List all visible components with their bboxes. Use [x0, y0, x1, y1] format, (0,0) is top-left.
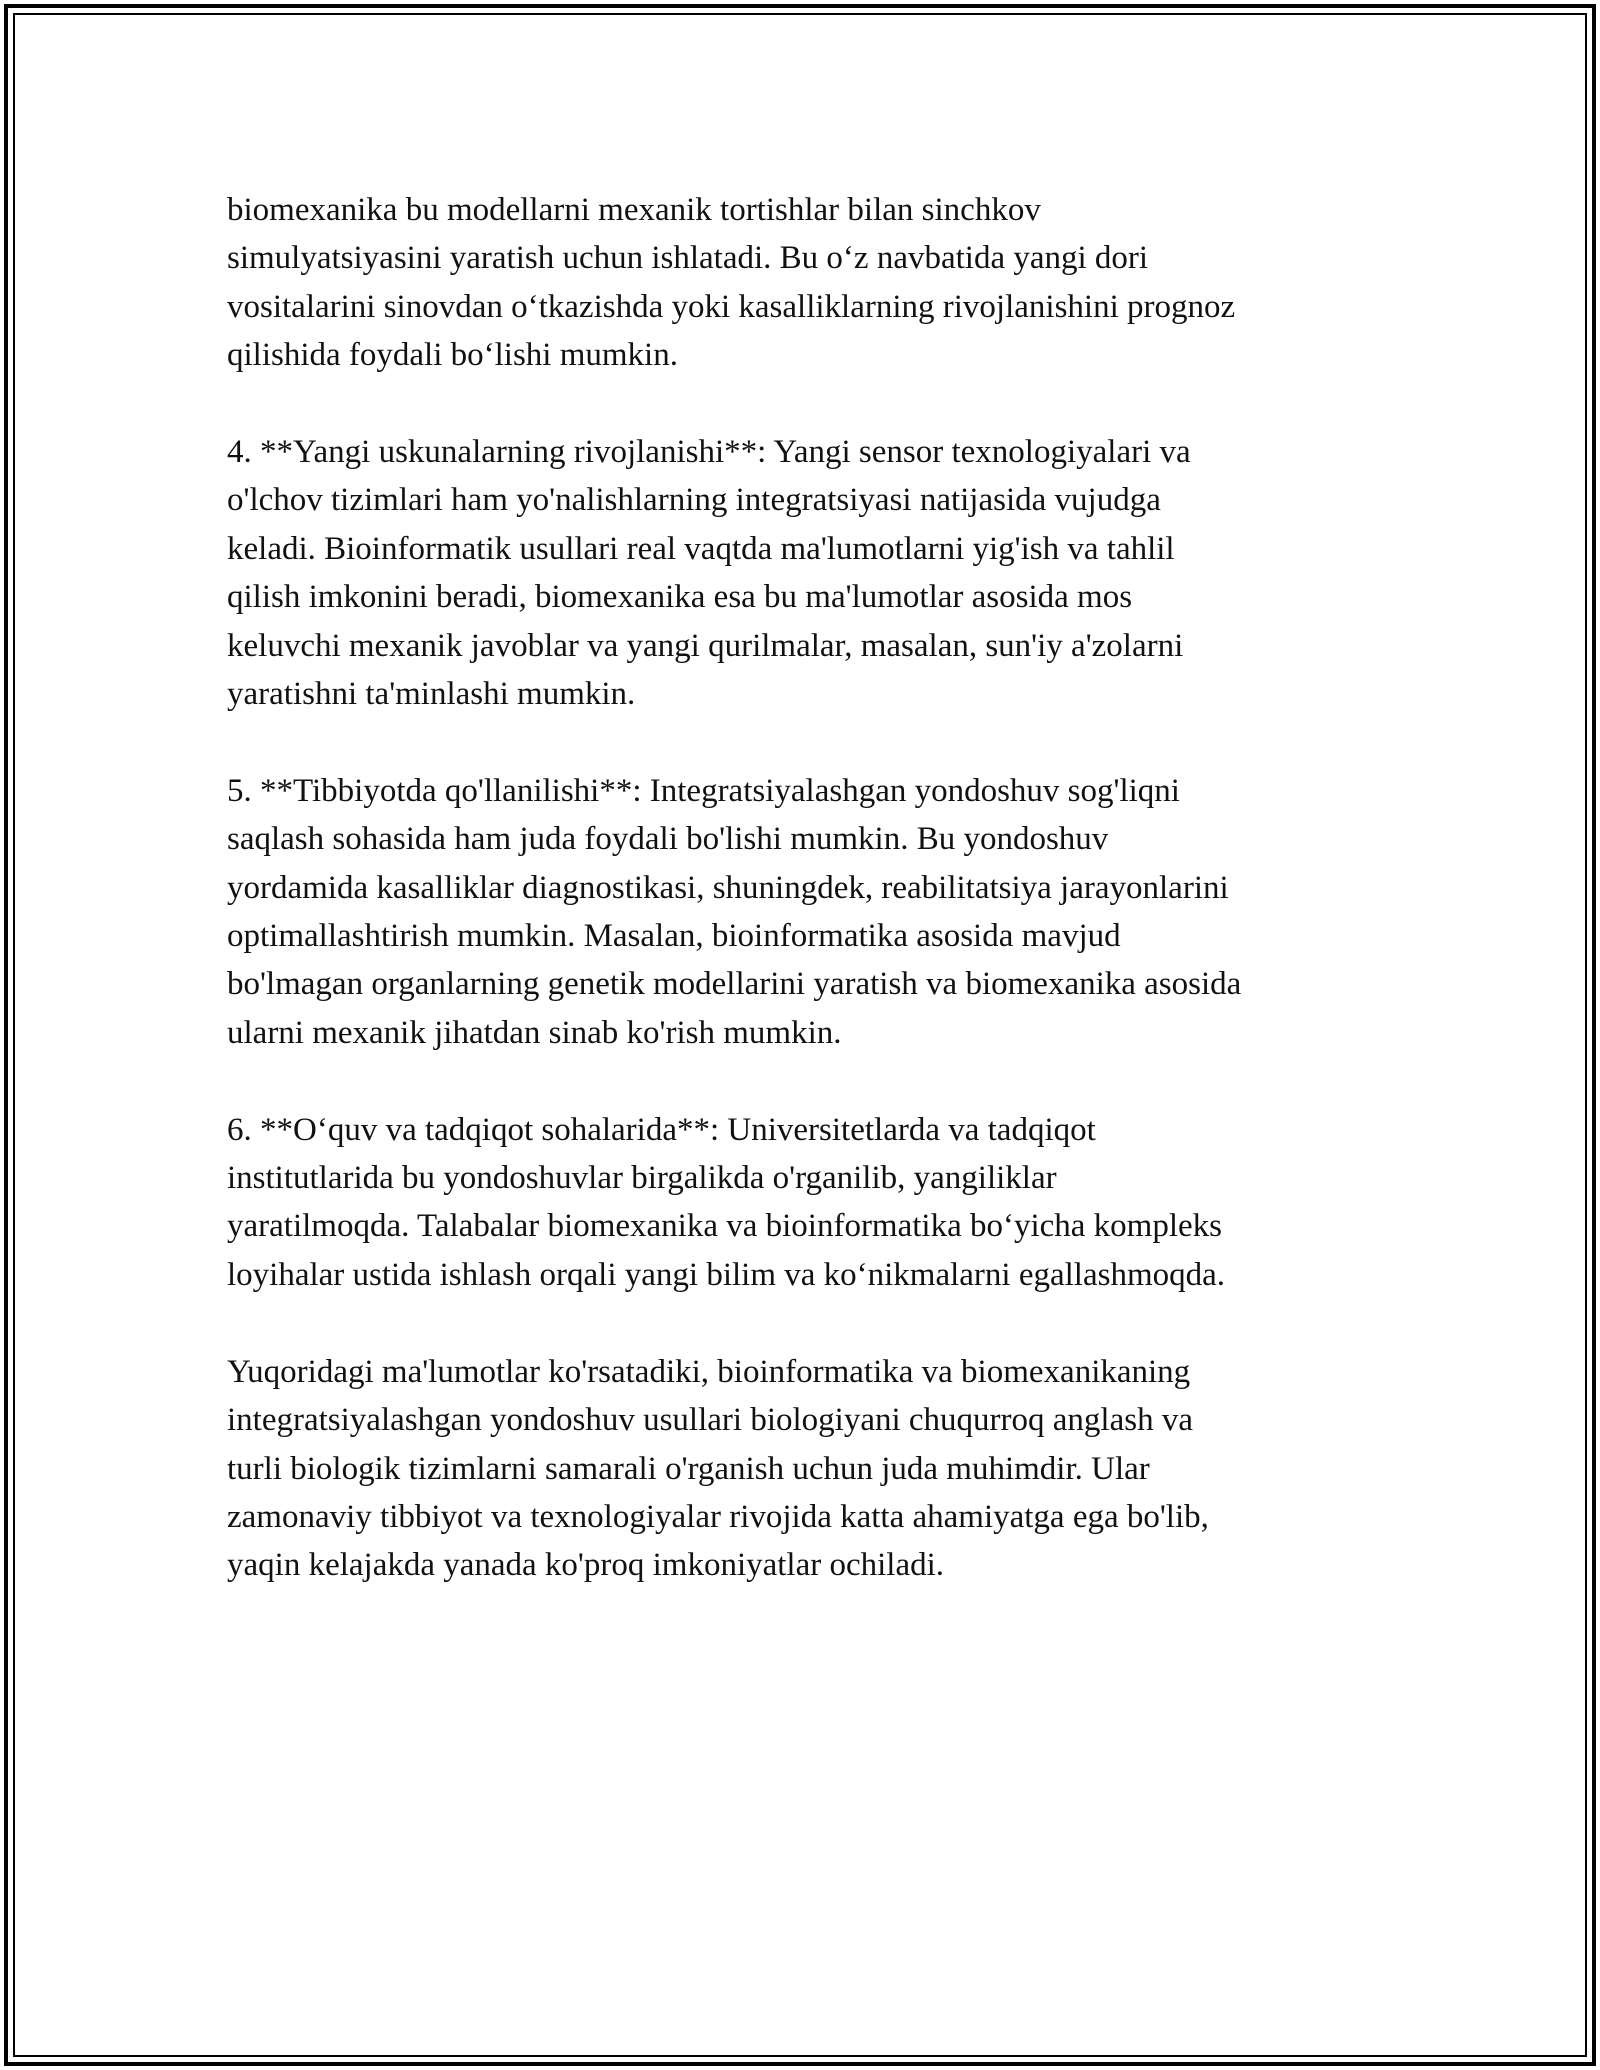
paragraph-continuation — [227, 186, 1387, 380]
text-line: integratsiyalashgan yondoshuv usullari biologiyani chuqurroq anglash va — [227, 1402, 1193, 1439]
text-line: 4. **Yangi uskunalarning rivojlanishi**: Yangi sensor texnologiyalari va — [227, 434, 1191, 471]
text-line: yaratishni ta'minlashi mumkin. — [227, 676, 636, 713]
text-line: 6. **O‘quv va tadqiqot sohalarida**: Universitetlarda va tadqiqot — [227, 1111, 1096, 1148]
text-line: zamonaviy tibbiyot va texnologiyalar rivojida katta ahamiyatga ega bo'lib, — [227, 1498, 1209, 1535]
text-line: yordamida kasalliklar diagnostikasi, shuningdek, reabilitatsiya jarayonlarini — [227, 869, 1229, 906]
text-line: institutlarida bu yondoshuvlar birgalikda o'rganilib, yangiliklar — [227, 1160, 1057, 1197]
text-line: Yuqoridagi ma'lumotlar ko'rsatadiki, bioinformatika va biomexanikaning — [227, 1353, 1191, 1390]
text-line: ularni mexanik jihatdan sinab ko'rish mumkin. — [227, 1014, 842, 1051]
paragraph-item-5 — [227, 767, 1387, 1057]
text-line: keluvchi mexanik javoblar va yangi qurilmalar, masalan, sun'iy a'zolarni — [227, 627, 1184, 664]
text-line: loyihalar ustida ishlash orqali yangi bilim va ko‘nikmalarni egallashmoqda. — [227, 1256, 1226, 1293]
text-line: optimallashtirish mumkin. Masalan, bioinformatika asosida mavjud — [227, 918, 1121, 955]
text-line: simulyatsiyasini yaratish uchun ishlatadi. Bu o‘z navbatida yangi dori — [227, 240, 1149, 277]
text-line: yaratilmoqda. Talabalar biomexanika va bioinformatika bo‘yicha kompleks — [227, 1208, 1223, 1245]
paragraph-item-6 — [227, 1106, 1387, 1300]
text-line: qilish imkonini beradi, biomexanika esa bu ma'lumotlar asosida mos — [227, 579, 1133, 616]
text-line: qilishida foydali bo‘lishi mumkin. — [227, 337, 678, 374]
text-line: biomexanika bu modellarni mexanik tortishlar bilan sinchkov — [227, 192, 1041, 228]
text-line: turli biologik tizimlarni samarali o'rganish uchun juda muhimdir. Ular — [227, 1450, 1150, 1487]
text-line: yaqin kelajakda yanada ko'proq imkoniyatlar ochiladi. — [227, 1547, 945, 1584]
paragraph-conclusion — [227, 1348, 1387, 1590]
text-line: saqlash sohasida ham juda foydali bo'lishi mumkin. Bu yondoshuv — [227, 821, 1109, 858]
text-line: keladi. Bioinformatik usullari real vaqtda ma'lumotlarni yig'ish va tahlil — [227, 530, 1175, 567]
text-line: vositalarini sinovdan o‘tkazishda yoki kasalliklarning rivojlanishini prognoz — [227, 288, 1236, 325]
text-line: o'lchov tizimlari ham yo'nalishlarning integratsiyasi natijasida vujudga — [227, 482, 1161, 519]
document-body — [227, 186, 1387, 1638]
text-line: bo'lmagan organlarning genetik modellarini yaratish va biomexanika asosida — [227, 966, 1242, 1003]
paragraph-item-4 — [227, 428, 1387, 718]
text-line: 5. **Tibbiyotda qo'llanilishi**: Integratsiyalashgan yondoshuv sog'liqni — [227, 772, 1180, 809]
